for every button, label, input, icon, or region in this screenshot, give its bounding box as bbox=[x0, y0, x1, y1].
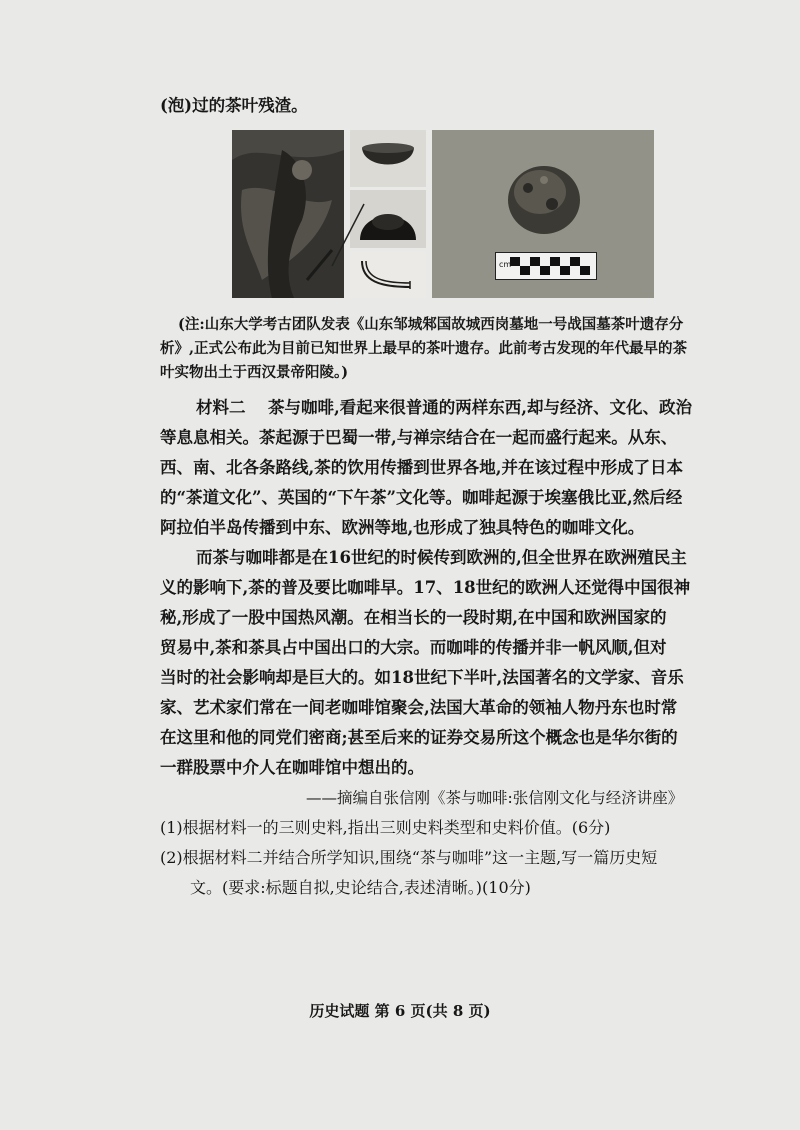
material-two-line-10: 当时的社会影响却是巨大的。如18世纪下半叶,法国著名的文学家、音乐 bbox=[160, 668, 684, 687]
material-two-line-1: 茶与咖啡,看起来很普通的两样东西,却与经济、文化、政治 bbox=[268, 398, 692, 417]
scale-unit-label: cm bbox=[499, 260, 512, 269]
material-two-line-4: 的“茶道文化”、英国的“下午茶”文化等。咖啡起源于埃塞俄比亚,然后经 bbox=[160, 488, 683, 507]
material-two-label: 材料二 bbox=[196, 398, 246, 417]
material-two-line-5: 阿拉伯半岛传播到中东、欧洲等地,也形成了独具特色的咖啡文化。 bbox=[160, 518, 645, 537]
material-two-line-8: 秘,形成了一股中国热风潮。在相当长的一段时期,在中国和欧洲国家的 bbox=[160, 608, 667, 627]
page-footer: 历史试题 第 6 页(共 8 页) bbox=[309, 1002, 491, 1020]
question-2-line-2: 文。(要求:标题自拟,史论结合,表述清晰。)(10分) bbox=[190, 878, 531, 897]
material-two-line-13: 一群股票中介人在咖啡馆中想出的。 bbox=[160, 758, 424, 777]
material-two-line-2: 等息息相关。茶起源于巴蜀一带,与禅宗结合在一起而盛行起来。从东、 bbox=[160, 428, 678, 447]
material-two-line-6: 而茶与咖啡都是在16世纪的时候传到欧洲的,但全世界在欧洲殖民主 bbox=[196, 548, 687, 567]
bowl-side-photo bbox=[350, 130, 426, 187]
material-two-line-9: 贸易中,茶和茶具占中国出口的大宗。而咖啡的传播并非一帆风顺,但对 bbox=[160, 638, 667, 657]
figure-note-line-3: 叶实物出土于西汉景帝阳陵。) bbox=[160, 364, 349, 381]
question-2-line-1: (2)根据材料二并结合所学知识,围绕“茶与咖啡”这一主题,写一篇历史短 bbox=[160, 848, 658, 867]
figure-note-line-1: (注:山东大学考古团队发表《山东邹城邾国故城西岗墓地一号战国墓茶叶遗存分 bbox=[178, 316, 684, 333]
figure-note-line-2: 析》,正式公布此为目前已知世界上最早的茶叶遗存。此前考古发现的年代最早的茶 bbox=[160, 340, 688, 357]
material-two-line-3: 西、南、北各条路线,茶的饮用传播到世界各地,并在该过程中形成了日本 bbox=[160, 458, 683, 477]
material-two-source: ——摘编自张信刚《茶与咖啡:张信刚文化与经济讲座》 bbox=[306, 789, 684, 807]
material-two-line-7: 义的影响下,茶的普及要比咖啡早。17、18世纪的欧洲人还觉得中国很神 bbox=[160, 578, 691, 597]
material-two-line-11: 家、艺术家们常在一间老咖啡馆聚会,法国大革命的领袖人物丹东也时常 bbox=[160, 698, 678, 717]
question-1: (1)根据材料一的三则史料,指出三则史料类型和史料价值。(6分) bbox=[160, 818, 611, 837]
callout-line bbox=[328, 200, 368, 270]
scale-bar bbox=[495, 252, 597, 280]
intro-line: (泡)过的茶叶残渣。 bbox=[160, 96, 308, 115]
material-two-line-12: 在这里和他的同党们密商;甚至后来的证券交易所这个概念也是华尔街的 bbox=[160, 728, 678, 747]
